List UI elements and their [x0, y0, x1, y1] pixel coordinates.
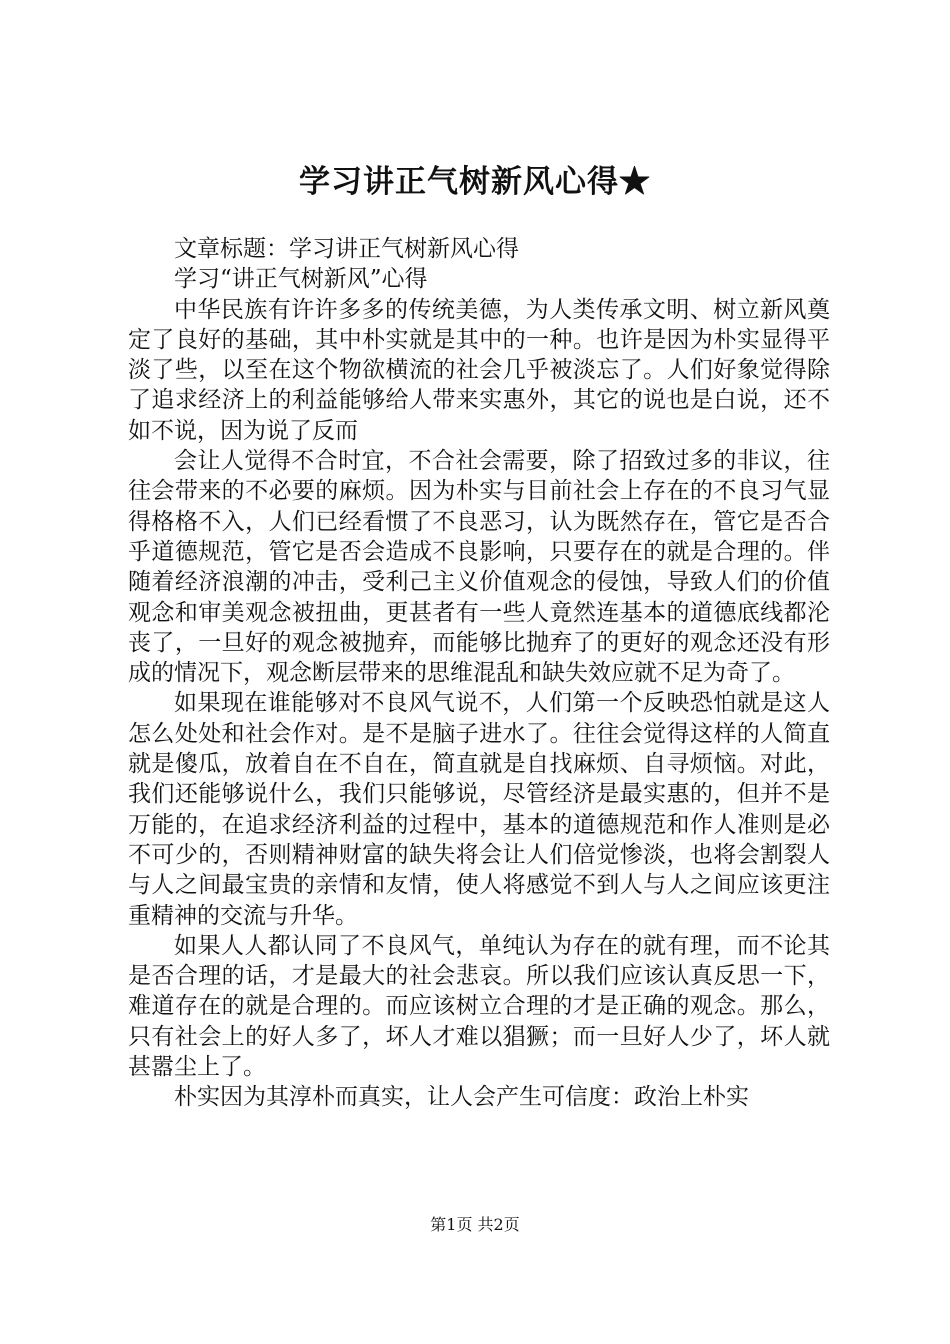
page-footer: 第1页 共2页 — [430, 1215, 520, 1234]
body-paragraph: 如果现在谁能够对不良风气说不，人们第一个反映恐怕就是这人怎么处处和社会作对。是不是脑子进水了。往往会觉得这样的人简直就是傻瓜，放着自在不自在，简直就是自找麻烦、自寻烦恼。对此，我们还能够说什么，我们只能够说，尽管经济是最实惠的，但并不是万能的，在追求经济利益的过程中，基本的道德规范和作人准则是必不可少的，否则精神财富的缺失将会让人们倍觉惨淡，也将会割裂人与人之间最宝贵的亲情和友情，使人将感觉不到人与人之间应该更注重精神的交流与升华。 — [128, 690, 830, 929]
document-title: 学习讲正气树新风心得★ — [299, 164, 651, 200]
article-title-line: 文章标题：学习讲正气树新风心得 — [174, 236, 519, 262]
body-paragraph: 中华民族有许许多多的传统美德，为人类传承文明、树立新风奠定了良好的基础，其中朴实就是其中的一种。也许是因为朴实显得平淡了些，以至在这个物欲横流的社会几乎被淡忘了。人们好象觉得除了追求经济上的利益能够给人带来实惠外，其它的说也是白说，还不如不说，因为说了反而 — [128, 296, 830, 444]
subtitle-line: 学习“讲正气树新风”心得 — [174, 266, 428, 293]
body-paragraph: 会让人觉得不合时宜，不合社会需要，除了招致过多的非议，往往会带来的不必要的麻烦。因为朴实与目前社会上存在的不良习气显得格格不入，人们已经看惯了不良恶习，认为既然存在，管它是否合乎道德规范，管它是否会造成不良影响，只要存在的就是合理的。伴随着经济浪潮的冲击，受利己主义价值观念的侵蚀，导致人们的价值观念和审美观念被扭曲，更甚者有一些人竟然连基本的道德底线都沦丧了，一旦好的观念被抛弃，而能够比抛弃了的更好的观念还没有形成的情况下，观念断层带来的思维混乱和缺失效应就不足为奇了。 — [128, 448, 830, 687]
body-paragraph: 如果人人都认同了不良风气，单纯认为存在的就有理，而不论其是否合理的话，才是最大的社会悲哀。所以我们应该认真反思一下，难道存在的就是合理的。而应该树立合理的才是正确的观念。那么，只有社会上的好人多了，坏人才难以猖獗；而一旦好人少了，坏人就甚嚣尘上了。 — [128, 932, 830, 1081]
body-paragraph: 朴实因为其淳朴而真实，让人会产生可信度：政治上朴实 — [174, 1084, 749, 1111]
document-body — [128, 234, 830, 1113]
